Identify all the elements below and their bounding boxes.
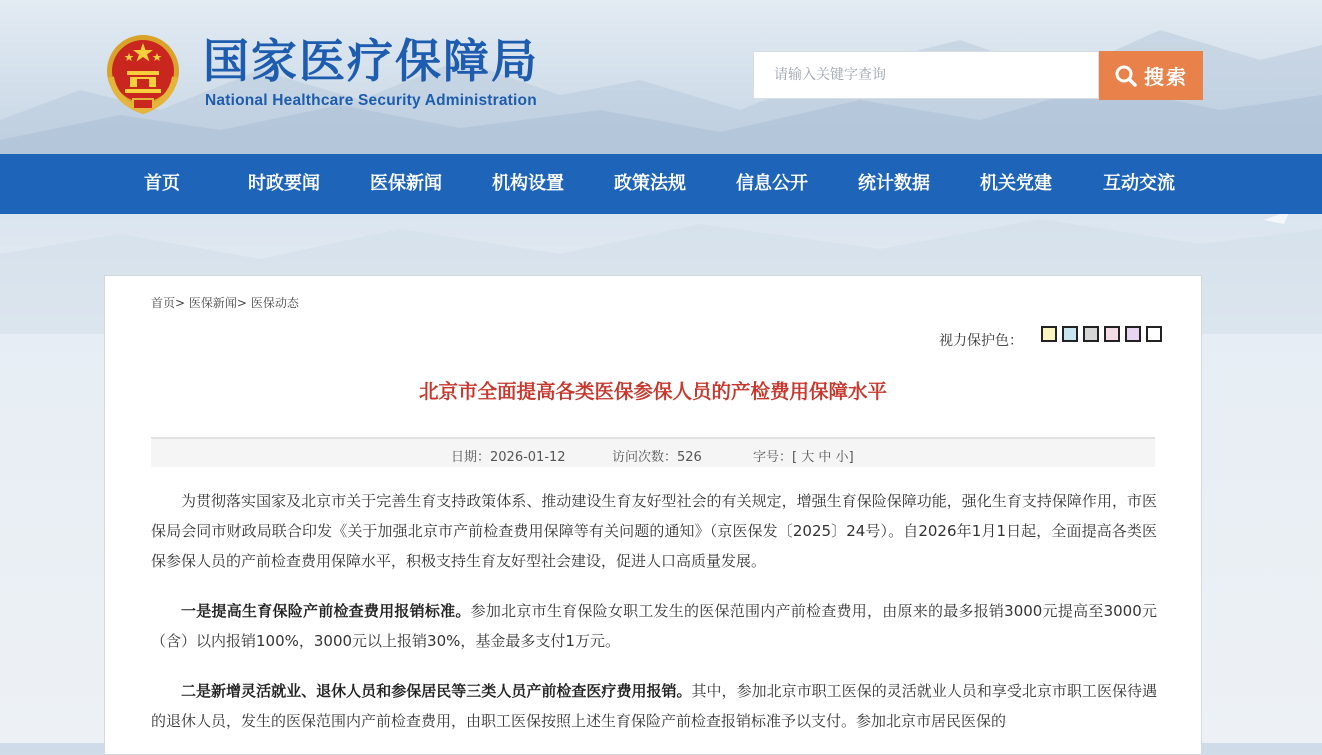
color-swatch-gray[interactable] [1083, 326, 1099, 342]
search-input[interactable] [754, 52, 1098, 98]
article-paragraph-2-body: 参加北京市生育保险女职工发生的医保范围内产前检查费用，由原来的最多报销3000元提高至3000元（含）以内报销100%，3000元以上报销30%，基金最多支付1万元。 [151, 602, 1157, 650]
nav-item-healthcare-news[interactable]: 医保新闻 [370, 173, 442, 194]
article-card [104, 275, 1202, 755]
search-icon [1114, 64, 1138, 88]
nav-item-statistics[interactable]: 统计数据 [858, 173, 930, 194]
font-size-medium-link[interactable]: 中 [818, 450, 832, 465]
color-swatch-pink[interactable] [1104, 326, 1120, 342]
article-title: 北京市全面提高各类医保参保人员的产检费用保障水平 [418, 380, 887, 403]
view-count-label: 访问次数： [612, 450, 678, 465]
search-button[interactable] [1099, 51, 1203, 100]
search-box [753, 51, 1099, 99]
national-emblem-icon [103, 31, 183, 115]
font-size-small-link[interactable]: 小 [835, 450, 849, 465]
breadcrumb-home-link[interactable]: 首页 [151, 296, 176, 310]
article-paragraph-3 [151, 676, 1157, 736]
breadcrumb-separator: > [175, 296, 186, 310]
color-swatch-yellow[interactable] [1041, 326, 1057, 342]
nav-item-interaction[interactable]: 互动交流 [1103, 173, 1175, 194]
font-size-selector [753, 446, 854, 465]
publish-date-value: 2026-01-12 [490, 450, 566, 465]
site-header [0, 0, 1322, 154]
article-paragraph-2 [151, 596, 1157, 656]
article-paragraph-3-heading: 二是新增灵活就业、退休人员和参保居民等三类人员产前检查医疗费用报销。 [181, 682, 692, 700]
search-button-label: 搜索 [1144, 65, 1188, 89]
nav-item-party-building[interactable]: 机关党建 [980, 173, 1052, 194]
site-subtitle: National Healthcare Security Administration [205, 92, 537, 109]
font-size-large-link[interactable]: 大 [801, 450, 815, 465]
article-meta-bar [151, 437, 1155, 467]
nav-item-info-disclosure[interactable]: 信息公开 [736, 173, 808, 194]
publish-date-label: 日期： [451, 450, 491, 465]
breadcrumb-separator: > [236, 296, 247, 310]
eye-protection-color-swatches [1041, 326, 1162, 342]
breadcrumb [151, 294, 299, 311]
article-paragraph-3-body: 其中，参加北京市职工医保的灵活就业人员和享受北京市职工医保待遇的退休人员，发生的医保范围内产前检查费用，由职工医保按照上述生育保险产前检查报销标准予以支付。参加北京市居民医保的 [151, 682, 1157, 730]
site-title[interactable]: 国家医疗保障局 [203, 34, 539, 88]
font-size-bracket-open: [ [792, 450, 798, 465]
nav-item-home[interactable]: 首页 [144, 173, 180, 194]
font-size-label: 字号： [753, 450, 793, 465]
main-navigation [0, 154, 1322, 214]
font-size-bracket-close: ] [848, 450, 854, 465]
article-paragraph-2-heading: 一是提高生育保险产前检查费用报销标准。 [181, 602, 471, 620]
breadcrumb-healthcare-updates-link[interactable]: 医保动态 [250, 296, 299, 310]
view-count [612, 446, 702, 465]
eye-protection-label: 视力保护色： [939, 333, 1023, 349]
color-swatch-blue[interactable] [1062, 326, 1078, 342]
view-count-value: 526 [677, 450, 702, 465]
nav-item-policies[interactable]: 政策法规 [614, 173, 686, 194]
nav-item-organization[interactable]: 机构设置 [492, 173, 564, 194]
article-paragraph-1: 为贯彻落实国家及北京市关于完善生育支持政策体系、推动建设生育友好型社会的有关规定，增强生育保险保障功能，强化生育支持保障作用，市医保局会同市财政局联合印发《关于加强北京市产前检查费用保障等有关问题的通知》（京医保发〔2025〕24号）。自2026年1月1日起，全面提高各类医保参保人员的产前检查费用保障水平，积极支持生育友好型社会建设，促进人口高质量发展。 [151, 492, 1157, 570]
publish-date [451, 446, 566, 465]
breadcrumb-healthcare-news-link[interactable]: 医保新闻 [188, 296, 237, 310]
color-swatch-white[interactable] [1146, 326, 1162, 342]
color-swatch-purple[interactable] [1125, 326, 1141, 342]
nav-item-political-news[interactable]: 时政要闻 [248, 173, 320, 194]
